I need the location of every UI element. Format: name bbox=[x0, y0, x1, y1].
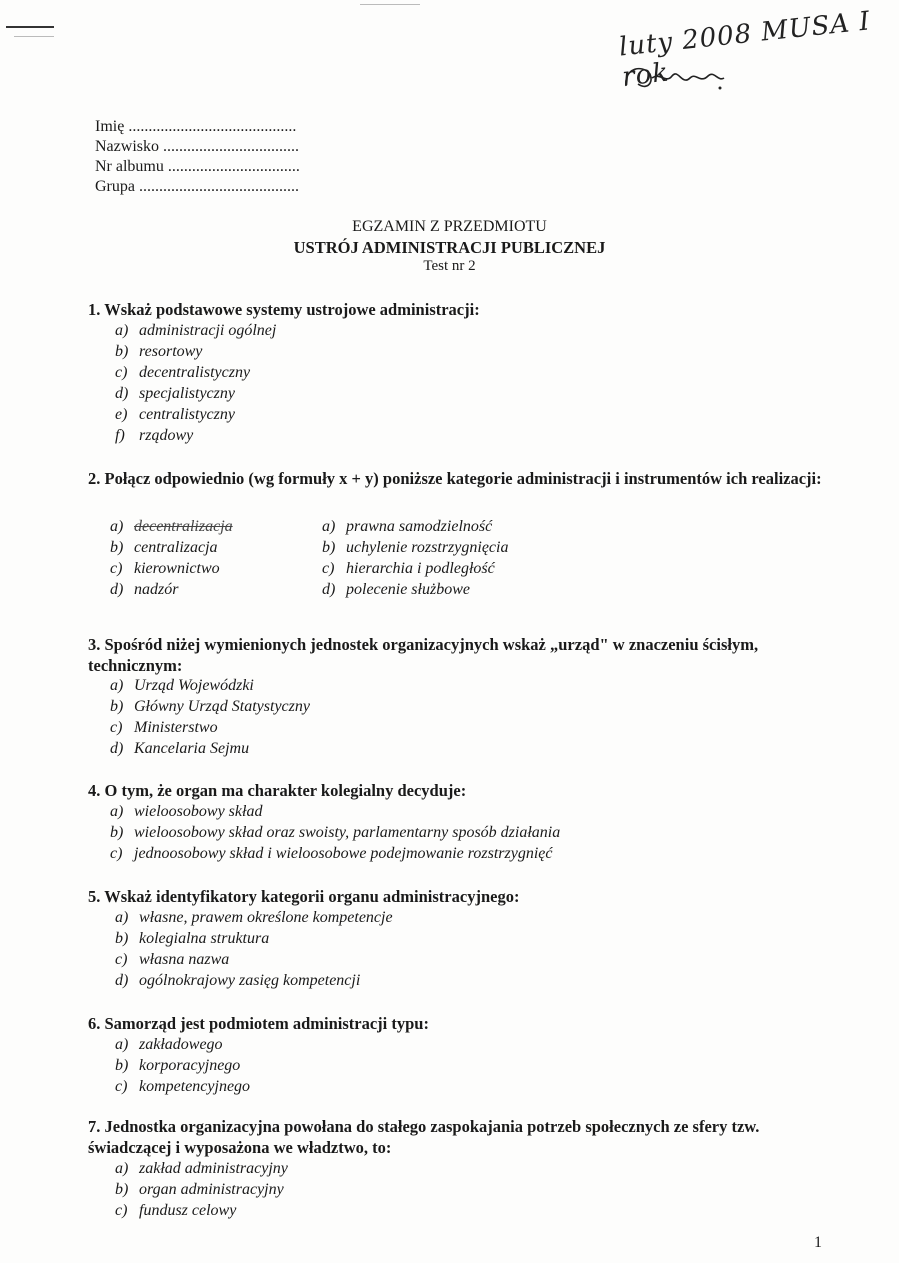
subject-title: USTRÓJ ADMINISTRACJI PUBLICZNEJ bbox=[293, 238, 606, 257]
matching-left-option: d) nadzór bbox=[110, 581, 179, 598]
question-6: 6. Samorząd jest podmiotem administracji typu: bbox=[88, 1014, 429, 1033]
answer-option: d) ogólnokrajowy zasięg kompetencji bbox=[115, 972, 361, 989]
matching-left-option: a) decentralizacja bbox=[110, 518, 233, 535]
matching-right-option: a) prawna samodzielność bbox=[322, 518, 493, 535]
scan-mark bbox=[6, 26, 54, 28]
answer-option: a) administracji ogólnej bbox=[115, 322, 277, 339]
matching-right-option: c) hierarchia i podległość bbox=[322, 560, 495, 577]
answer-option: b) organ administracyjny bbox=[115, 1181, 284, 1198]
answer-option: b) wieloosobowy skład oraz swoisty, parlamentarny sposób działania bbox=[110, 824, 561, 841]
test-number: Test nr 2 bbox=[423, 258, 476, 274]
scan-mark bbox=[360, 4, 420, 5]
answer-option: a) własne, prawem określone kompetencje bbox=[115, 909, 393, 926]
answer-option: a) wieloosobowy skład bbox=[110, 803, 263, 820]
scan-mark bbox=[14, 36, 54, 37]
answer-option: b) resortowy bbox=[115, 343, 203, 360]
group-field: Grupa ........................................ bbox=[95, 178, 299, 195]
album-number-field: Nr albumu ................................. bbox=[95, 158, 300, 175]
answer-option: b) Główny Urząd Statystyczny bbox=[110, 698, 310, 715]
matching-right-option: d) polecenie służbowe bbox=[322, 581, 470, 598]
matching-left-option: b) centralizacja bbox=[110, 539, 218, 556]
answer-option: c) decentralistyczny bbox=[115, 364, 251, 381]
answer-option: b) korporacyjnego bbox=[115, 1057, 241, 1074]
handwritten-note: luty 2008 MUSA I rok bbox=[617, 6, 872, 93]
surname-field: Nazwisko .................................. bbox=[95, 138, 299, 155]
answer-option: b) kolegialna struktura bbox=[115, 930, 270, 947]
exam-title: EGZAMIN Z PRZEDMIOTU bbox=[352, 218, 547, 235]
answer-option: a) Urząd Wojewódzki bbox=[110, 677, 254, 694]
answer-option: a) zakład administracyjny bbox=[115, 1160, 288, 1177]
answer-option: c) Ministerstwo bbox=[110, 719, 218, 736]
question-3: 3. Spośród niżej wymienionych jednostek organizacyjnych wskaż „urząd" w znaczeniu ścisłym, technicznym: bbox=[88, 635, 759, 675]
answer-option: c) fundusz celowy bbox=[115, 1202, 237, 1219]
question-7: 7. Jednostka organizacyjna powołana do stałego zaspokajania potrzeb społecznych ze sfery tzw. świadczącej i wyposażona we władztwo, to: bbox=[88, 1117, 760, 1157]
matching-left-option: c) kierownictwo bbox=[110, 560, 220, 577]
answer-option: f) rządowy bbox=[115, 427, 194, 444]
question-1: 1. Wskaż podstawowe systemy ustrojowe administracji: bbox=[88, 300, 480, 319]
name-field: Imię .......................................... bbox=[95, 118, 297, 135]
question-4: 4. O tym, że organ ma charakter kolegialny decyduje: bbox=[88, 781, 467, 800]
answer-option: d) specjalistyczny bbox=[115, 385, 235, 402]
page-number: 1 bbox=[814, 1234, 822, 1251]
answer-option: a) zakładowego bbox=[115, 1036, 223, 1053]
question-5: 5. Wskaż identyfikatory kategorii organu administracyjnego: bbox=[88, 887, 520, 906]
handwritten-signature bbox=[620, 58, 730, 98]
answer-option: d) Kancelaria Sejmu bbox=[110, 740, 250, 757]
answer-option: c) kompetencyjnego bbox=[115, 1078, 251, 1095]
answer-option: c) jednoosobowy skład i wieloosobowe podejmowanie rozstrzygnięć bbox=[110, 845, 553, 862]
question-2: 2. Połącz odpowiednio (wg formuły x + y) poniższe kategorie administracji i instrumentów ich realizacji: bbox=[88, 469, 822, 488]
matching-right-option: b) uchylenie rozstrzygnięcia bbox=[322, 539, 509, 556]
answer-option: c) własna nazwa bbox=[115, 951, 230, 968]
answer-option: e) centralistyczny bbox=[115, 406, 235, 423]
